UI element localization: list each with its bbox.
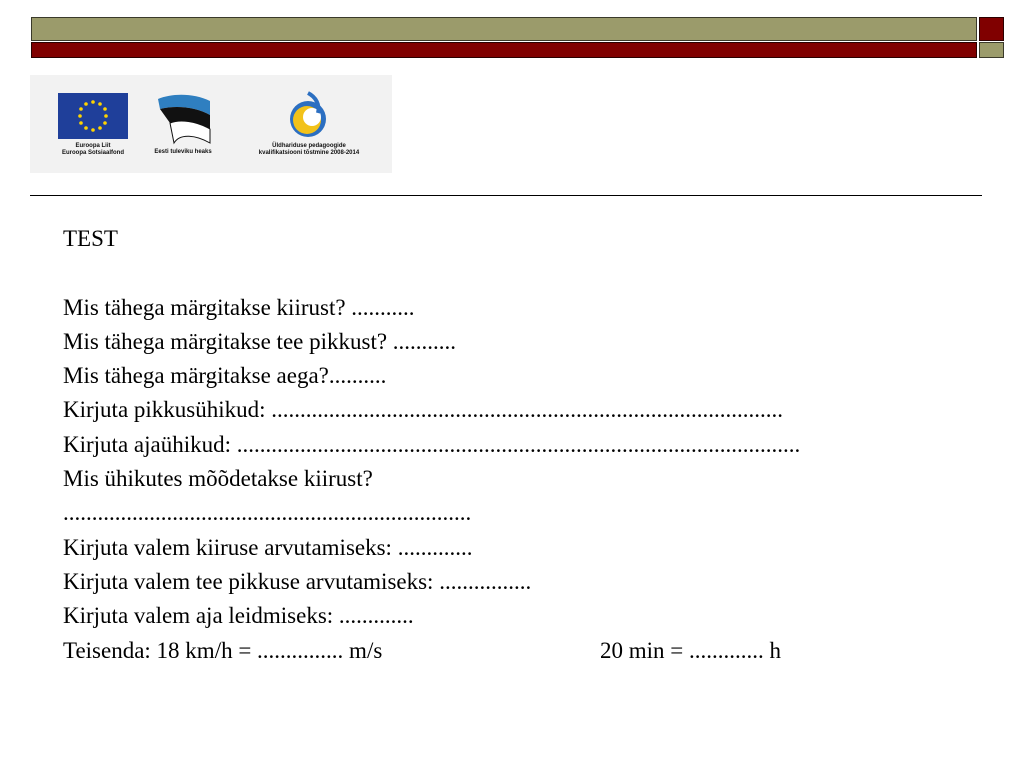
eu-caption-1: Euroopa Liit [75,143,111,149]
blank-line [63,256,993,290]
question-line: Mis tähega märgitakse aega?.......... [63,363,387,389]
header-maroon-bar [31,42,977,58]
question-line: Kirjuta pikkusühikud: ......................................................................................... [63,397,784,423]
test-content [63,222,993,668]
logo-strip [30,75,392,173]
estonia-future-logo [152,93,214,155]
question-line: Kirjuta valem tee pikkuse arvutamiseks: ................ [63,568,532,594]
eu-caption-2: Euroopa Sotsiaalfond [61,150,124,156]
header-olive-bar [31,17,977,41]
qualification-caption-2: kvalifikatsiooni tõstmine 2008-2014 [258,150,360,156]
header-maroon-square [979,17,1004,41]
estonia-wave-icon [152,93,214,147]
eu-flag-icon [58,93,128,139]
header-olive-square [979,42,1004,58]
question-line: Kirjuta valem aja leidmiseks: ............. [63,603,414,629]
qualification-caption-1: Üldhariduse pedagoogide [272,143,346,149]
question-line: Mis ühikutes mõõdetakse kiirust? [63,466,373,492]
eu-flag-logo [58,93,128,156]
conversion-speed: Teisenda: 18 km/h = ............... m/s [63,637,383,663]
teacher-qualification-logo [258,91,360,156]
estonia-caption: Eesti tuleviku heaks [154,149,212,155]
question-line: Mis tähega märgitakse tee pikkust? ........... [63,328,457,354]
conversion-line [63,634,993,668]
question-line: Kirjuta ajaühikud: .................................................................................................. [63,431,801,457]
conversion-time: 20 min = ............. h [600,637,782,663]
question-line: Mis tähega märgitakse kiirust? ........... [63,294,415,320]
answer-dots-line: ....................................................................... [63,500,472,526]
horizontal-divider [30,195,982,196]
test-title: TEST [63,226,118,251]
question-line: Kirjuta valem kiiruse arvutamiseks: ............. [63,534,473,560]
circle-emblem-icon [286,91,332,139]
